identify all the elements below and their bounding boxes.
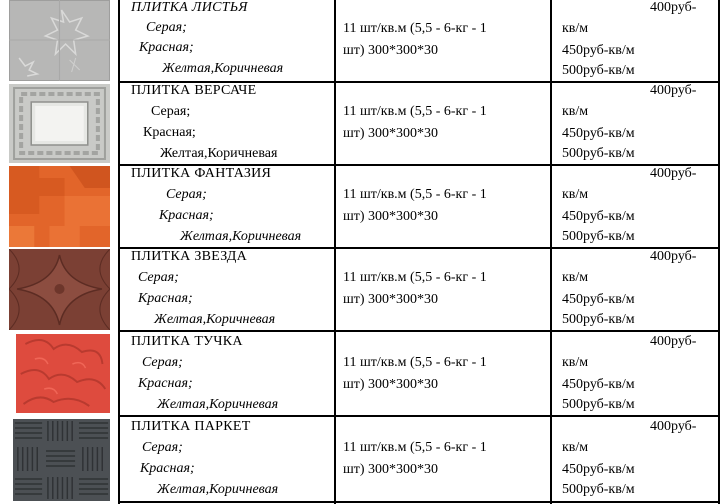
spec-quantity: 11 шт/кв.м (5,5 - 6-кг - 1 xyxy=(343,21,487,36)
row-divider xyxy=(118,501,720,503)
table-row xyxy=(0,166,724,247)
variant-red: Красная; xyxy=(140,461,195,476)
product-name: ПЛИТКА ЛИСТЬЯ xyxy=(131,0,248,15)
variant-gray: Серая; xyxy=(146,20,187,35)
price-gray: 400руб- xyxy=(650,249,697,264)
price-red: 450руб-кв/м xyxy=(562,209,635,224)
tile-image-star xyxy=(9,249,110,330)
price-yellow-brown: 500руб-кв/м xyxy=(562,397,635,412)
variant-red: Красная; xyxy=(139,40,194,55)
price-gray: 400руб- xyxy=(650,83,697,98)
price-yellow-brown: 500руб-кв/м xyxy=(562,312,635,327)
tile-image-cloud xyxy=(16,334,110,413)
variant-gray: Серая; xyxy=(138,270,179,285)
tile-image-leaves xyxy=(9,0,110,81)
variant-gray: Серая; xyxy=(142,440,183,455)
product-name: ПЛИТКА ЗВЕЗДА xyxy=(131,249,248,264)
spec-size: шт) 300*300*30 xyxy=(343,377,439,392)
variant-gray: Серая; xyxy=(142,355,183,370)
price-yellow-brown: 500руб-кв/м xyxy=(562,63,635,78)
variant-yellow-brown: Желтая,Коричневая xyxy=(180,229,302,244)
price-red: 450руб-кв/м xyxy=(562,377,635,392)
price-yellow-brown: 500руб-кв/м xyxy=(562,146,635,161)
spec-size: шт) 300*300*30 xyxy=(343,209,439,224)
price-unit: кв/м xyxy=(562,21,589,36)
variant-gray: Серая; xyxy=(166,187,207,202)
price-unit: кв/м xyxy=(562,440,589,455)
variant-red: Красная; xyxy=(138,291,193,306)
price-yellow-brown: 500руб-кв/м xyxy=(562,482,635,497)
table-row xyxy=(0,332,724,415)
product-name: ПЛИТКА ТУЧКА xyxy=(131,334,243,349)
variant-gray: Серая; xyxy=(151,104,191,119)
spec-quantity: 11 шт/кв.м (5,5 - 6-кг - 1 xyxy=(343,355,487,370)
variant-yellow-brown: Желтая,Коричневая xyxy=(157,397,279,412)
product-name: ПЛИТКА ВЕРСАЧЕ xyxy=(131,83,257,98)
price-gray: 400руб- xyxy=(650,419,697,434)
price-gray: 400руб- xyxy=(650,0,697,15)
price-gray: 400руб- xyxy=(650,334,697,349)
spec-quantity: 11 шт/кв.м (5,5 - 6-кг - 1 xyxy=(343,440,487,455)
table-row xyxy=(0,417,724,501)
price-red: 450руб-кв/м xyxy=(562,462,635,477)
price-red: 450руб-кв/м xyxy=(562,126,635,141)
spec-size: шт) 300*300*30 xyxy=(343,43,439,58)
variant-red: Красная; xyxy=(159,208,214,223)
spec-quantity: 11 шт/кв.м (5,5 - 6-кг - 1 xyxy=(343,104,487,119)
price-unit: кв/м xyxy=(562,270,589,285)
spec-size: шт) 300*300*30 xyxy=(343,292,439,307)
price-red: 450руб-кв/м xyxy=(562,43,635,58)
variant-red: Красная; xyxy=(138,376,193,391)
price-gray: 400руб- xyxy=(650,166,697,181)
spec-quantity: 11 шт/кв.м (5,5 - 6-кг - 1 xyxy=(343,187,487,202)
price-unit: кв/м xyxy=(562,187,589,202)
spec-quantity: 11 шт/кв.м (5,5 - 6-кг - 1 xyxy=(343,270,487,285)
product-name: ПЛИТКА ПАРКЕТ xyxy=(131,419,251,434)
variant-yellow-brown: Желтая,Коричневая xyxy=(154,312,276,327)
price-yellow-brown: 500руб-кв/м xyxy=(562,229,635,244)
price-unit: кв/м xyxy=(562,355,589,370)
tile-image-fantasy xyxy=(9,166,110,247)
variant-red: Красная; xyxy=(143,125,196,140)
price-unit: кв/м xyxy=(562,104,589,119)
table-row xyxy=(0,0,724,81)
price-red: 450руб-кв/м xyxy=(562,292,635,307)
variant-yellow-brown: Желтая,Коричневая xyxy=(157,482,279,497)
product-name: ПЛИТКА ФАНТАЗИЯ xyxy=(131,166,272,181)
table-row xyxy=(0,249,724,330)
tile-image-parquet xyxy=(13,419,110,501)
spec-size: шт) 300*300*30 xyxy=(343,462,439,477)
spec-size: шт) 300*300*30 xyxy=(343,126,439,141)
tile-image-versace xyxy=(9,84,110,163)
variant-yellow-brown: Желтая,Коричневая xyxy=(160,146,278,161)
variant-yellow-brown: Желтая,Коричневая xyxy=(162,61,284,76)
table-row xyxy=(0,83,724,164)
